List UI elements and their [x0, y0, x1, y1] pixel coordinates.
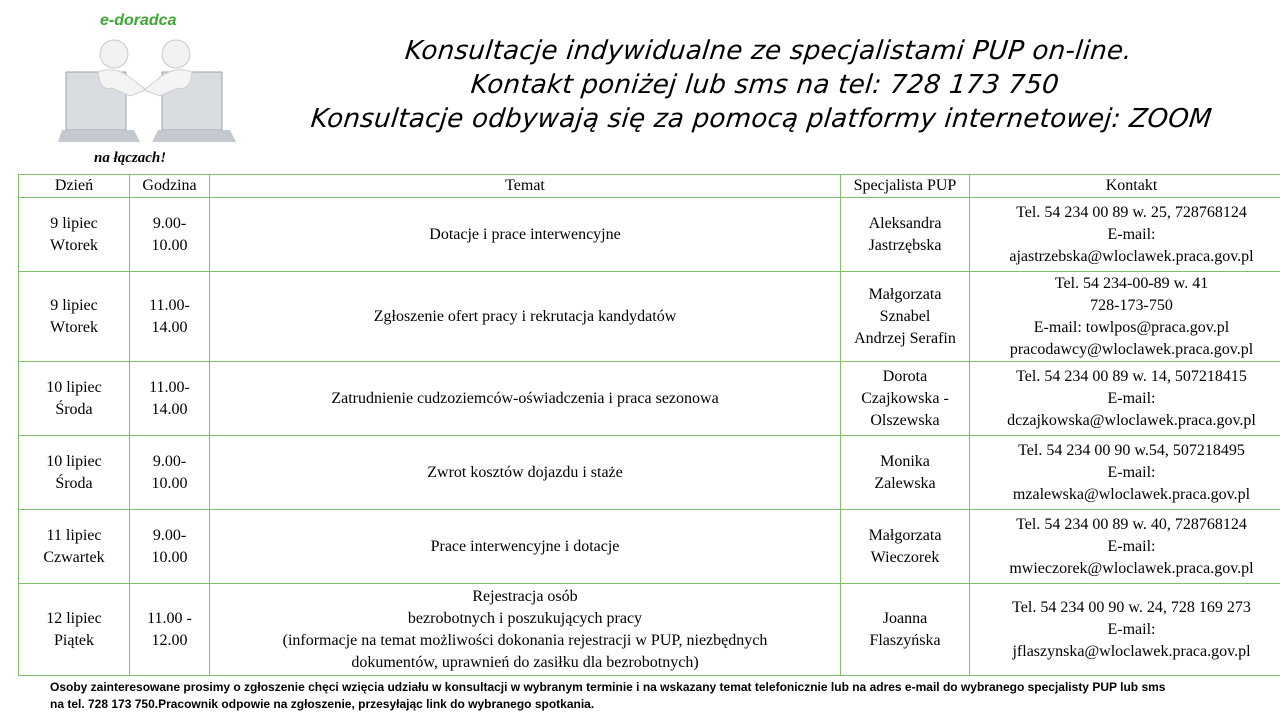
- footer-note: [50, 679, 1270, 713]
- e-doradca-logo: [58, 10, 238, 172]
- topic-text: Zgłoszenie ofert pracy i rekrutacja kandydatów: [373, 307, 677, 325]
- contact-text: E-mail:: [1107, 463, 1156, 481]
- contact-text: jflaszynska@wloclawek.praca.gov.pl: [1012, 642, 1251, 660]
- headline-line-2: Kontakt poniżej lub sms na tel: 728 173 750: [469, 70, 1061, 100]
- contact-text: E-mail: towlpos@praca.gov.pl: [1033, 318, 1230, 336]
- topic-text: dokumentów, uprawnień do zasiłku dla bezrobotnych): [351, 653, 699, 671]
- contact-text: Tel. 54 234 00 90 w.54, 507218495: [1018, 441, 1245, 459]
- day-text: Wtorek: [50, 236, 98, 254]
- day-text: 9 lipiec: [50, 296, 98, 314]
- hour-text: 9.00-: [152, 526, 187, 544]
- hour-text: 10.00: [151, 236, 188, 254]
- headline-line-1: Konsultacje indywidualne ze specjalistami PUP on-line.: [403, 36, 1134, 66]
- consultation-schedule-table: [18, 174, 1280, 676]
- specialist-text: Zalewska: [874, 474, 936, 492]
- topic-text: bezrobotnych i poszukujących pracy: [407, 609, 643, 627]
- topic-text: (informacje na temat możliwości dokonania rejestracji w PUP, niezbędnych: [282, 631, 768, 649]
- hour-text: 12.00: [151, 631, 188, 649]
- day-text: Czwartek: [43, 548, 105, 566]
- table-row: [19, 510, 1280, 584]
- handshake-laptops-icon: [58, 32, 238, 150]
- cell-contact: [970, 198, 1280, 272]
- specialist-text: Czajkowska -: [861, 389, 949, 407]
- cell-specialist: [841, 436, 970, 510]
- contact-text: 728-173-750: [1090, 296, 1173, 314]
- hour-text: 10.00: [151, 474, 188, 492]
- topic-text: Zwrot kosztów dojazdu i staże: [427, 463, 623, 481]
- specialist-text: Monika: [880, 452, 930, 470]
- contact-text: Tel. 54 234 00 90 w. 24, 728 169 273: [1012, 598, 1251, 616]
- contact-text: Tel. 54 234 00 89 w. 14, 507218415: [1016, 367, 1247, 385]
- cell-day: [19, 584, 130, 676]
- contact-text: dczajkowska@wloclawek.praca.gov.pl: [1007, 411, 1256, 429]
- cell-topic: [210, 584, 841, 676]
- table-row: [19, 436, 1280, 510]
- hour-text: 9.00-: [152, 214, 187, 232]
- contact-text: ajastrzebska@wloclawek.praca.gov.pl: [1009, 247, 1254, 265]
- specialist-text: Aleksandra: [868, 214, 942, 232]
- cell-contact: [970, 272, 1280, 362]
- contact-text: Tel. 54 234-00-89 w. 41: [1054, 274, 1209, 292]
- table-row: [19, 362, 1280, 436]
- cell-topic: [210, 510, 841, 584]
- contact-text: E-mail:: [1107, 389, 1156, 407]
- hour-text: 11.00-: [149, 296, 190, 314]
- cell-topic: [210, 272, 841, 362]
- hour-text: 9.00-: [152, 452, 187, 470]
- specialist-text: Wieczorek: [870, 548, 940, 566]
- cell-day: [19, 510, 130, 584]
- cell-topic: [210, 198, 841, 272]
- cell-specialist: [841, 198, 970, 272]
- specialist-text: Jastrzębska: [868, 236, 942, 254]
- cell-contact: [970, 510, 1280, 584]
- contact-text: E-mail:: [1107, 537, 1156, 555]
- hour-text: 11.00 -: [147, 609, 192, 627]
- cell-specialist: [841, 510, 970, 584]
- cell-day: [19, 362, 130, 436]
- footer-line-1: Osoby zainteresowane prosimy o zgłoszenie chęci wzięcia udziału w konsultacji w wybranym terminie i na wskazany temat telefonicznie lub na adres e-mail do wybranego specjalisty PUP lub sms: [50, 680, 1166, 694]
- cell-specialist: [841, 272, 970, 362]
- contact-text: mwieczorek@wloclawek.praca.gov.pl: [1009, 559, 1254, 577]
- hour-text: 14.00: [151, 400, 188, 418]
- table-row: [19, 584, 1280, 676]
- specialist-text: Sznabel: [879, 307, 931, 325]
- cell-specialist: [841, 584, 970, 676]
- cell-hour: [130, 272, 210, 362]
- specialist-text: Dorota: [882, 367, 928, 385]
- contact-text: Tel. 54 234 00 89 w. 25, 728768124: [1016, 203, 1247, 221]
- cell-contact: [970, 362, 1280, 436]
- specialist-text: Małgorzata: [868, 285, 942, 303]
- cell-contact: [970, 436, 1280, 510]
- day-text: 10 lipiec: [46, 378, 102, 396]
- day-text: Środa: [55, 400, 93, 418]
- day-text: Piątek: [54, 631, 94, 649]
- table-header-row: [19, 175, 1280, 198]
- cell-contact: [970, 584, 1280, 676]
- specialist-text: Małgorzata: [868, 526, 942, 544]
- topic-text: Zatrudnienie cudzoziemców-oświadczenia i praca sezonowa: [331, 389, 719, 407]
- cell-hour: [130, 362, 210, 436]
- topic-text: Prace interwencyjne i dotacje: [430, 537, 620, 555]
- table-row: [19, 198, 1280, 272]
- cell-topic: [210, 436, 841, 510]
- contact-text: Tel. 54 234 00 89 w. 40, 728768124: [1016, 515, 1247, 533]
- topic-text: Dotacje i prace interwencyjne: [429, 225, 621, 243]
- contact-text: mzalewska@wloclawek.praca.gov.pl: [1012, 485, 1251, 503]
- hour-text: 11.00-: [149, 378, 190, 396]
- cell-hour: [130, 198, 210, 272]
- hour-text: 14.00: [151, 318, 188, 336]
- cell-hour: [130, 436, 210, 510]
- header-day: Dzień: [19, 175, 130, 198]
- cell-day: [19, 436, 130, 510]
- logo-title: e-doradca: [100, 12, 177, 29]
- contact-text: E-mail:: [1107, 620, 1156, 638]
- day-text: Wtorek: [50, 318, 98, 336]
- specialist-text: Joanna: [882, 609, 928, 627]
- day-text: 9 lipiec: [50, 214, 98, 232]
- page-headline: [250, 34, 1280, 136]
- cell-specialist: [841, 362, 970, 436]
- table-row: [19, 272, 1280, 362]
- header-specialist: Specjalista PUP: [841, 175, 970, 198]
- headline-line-3: Konsultacje odbywają się za pomocą platformy internetowej: ZOOM: [309, 104, 1214, 134]
- day-text: 10 lipiec: [46, 452, 102, 470]
- contact-text: E-mail:: [1107, 225, 1156, 243]
- topic-text: Rejestracja osób: [472, 587, 578, 605]
- header-topic: Temat: [210, 175, 841, 198]
- cell-hour: [130, 584, 210, 676]
- hour-text: 10.00: [151, 548, 188, 566]
- header-hour: Godzina: [130, 175, 210, 198]
- day-text: 12 lipiec: [46, 609, 102, 627]
- cell-topic: [210, 362, 841, 436]
- logo-caption: na łączach!: [94, 150, 167, 166]
- footer-line-2: na tel. 728 173 750.Pracownik odpowie na zgłoszenie, przesyłając link do wybranego spotkania.: [50, 697, 595, 711]
- header-contact: Kontakt: [970, 175, 1280, 198]
- specialist-text: Flaszyńska: [869, 631, 941, 649]
- contact-text: pracodawcy@wloclawek.praca.gov.pl: [1009, 340, 1254, 358]
- day-text: Środa: [55, 474, 93, 492]
- cell-day: [19, 198, 130, 272]
- day-text: 11 lipiec: [46, 526, 102, 544]
- specialist-text: Olszewska: [870, 411, 940, 429]
- specialist-text: Andrzej Serafin: [854, 329, 956, 347]
- cell-day: [19, 272, 130, 362]
- cell-hour: [130, 510, 210, 584]
